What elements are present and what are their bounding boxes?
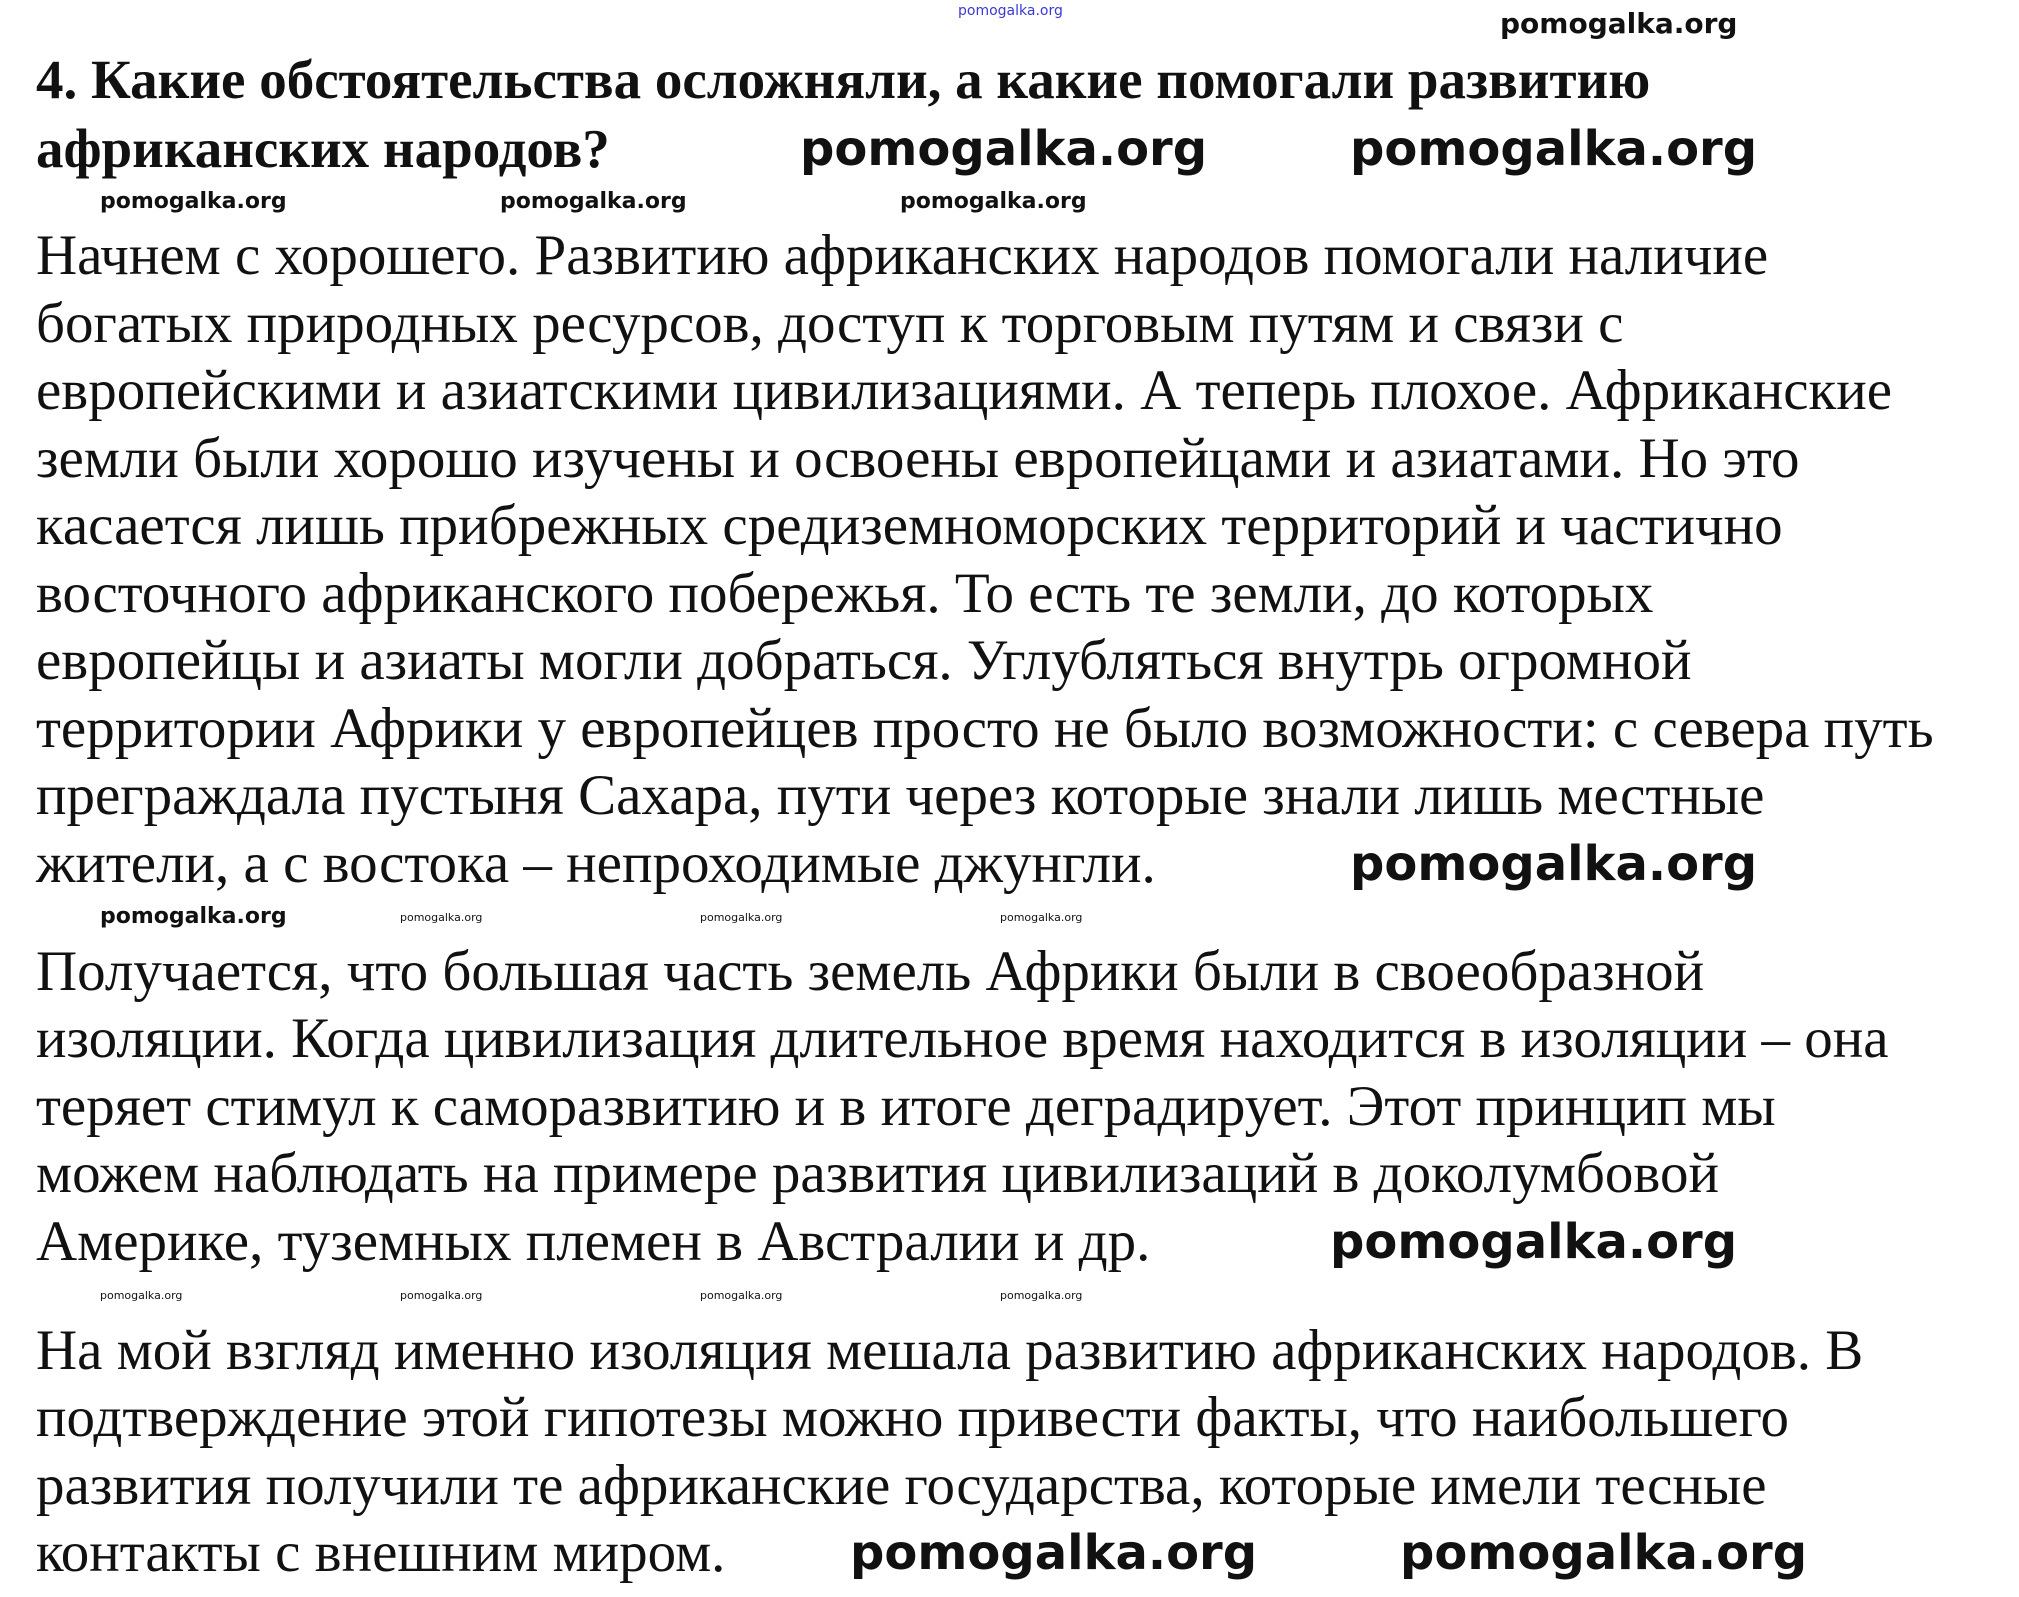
watermark: pomogalka.org bbox=[400, 1289, 483, 1302]
watermark: pomogalka.org bbox=[1400, 1525, 1808, 1581]
watermark: pomogalka.org bbox=[800, 121, 1208, 177]
text-line: касается лишь прибрежных средиземноморских территорий и частично bbox=[36, 494, 1783, 557]
text-line: развития получили те африканские государства, которые имели тесные bbox=[36, 1454, 1767, 1517]
text-line: европейцы и азиаты могли добраться. Углубляться внутрь огромной bbox=[36, 629, 1692, 692]
watermark: pomogalka.org bbox=[100, 904, 287, 929]
watermark: pomogalka.org bbox=[700, 911, 783, 924]
text-line: контакты с внешним миром. bbox=[36, 1521, 726, 1584]
text-line: Америке, туземных племен в Австралии и др. bbox=[36, 1210, 1151, 1273]
watermark: pomogalka.org bbox=[900, 189, 1087, 214]
text-line: изоляции. Когда цивилизация длительное время находится в изоляции – она bbox=[36, 1007, 1889, 1070]
text-line: богатых природных ресурсов, доступ к торговым путям и связи с bbox=[36, 292, 1624, 355]
watermark: pomogalka.org bbox=[1000, 1289, 1083, 1302]
watermark: pomogalka.org bbox=[500, 189, 687, 214]
watermark: pomogalka.org bbox=[100, 1289, 183, 1302]
watermark: pomogalka.org bbox=[400, 911, 483, 924]
text-line: Получается, что большая часть земель Африки были в своеобразной bbox=[36, 940, 1705, 1003]
watermark: pomogalka.org bbox=[1000, 911, 1083, 924]
text-line: теряет стимул к саморазвитию и в итоге деградирует. Этот принцип мы bbox=[36, 1075, 1776, 1138]
watermark: pomogalka.org bbox=[1350, 836, 1758, 892]
watermark: pomogalka.org bbox=[850, 1525, 1258, 1581]
watermark: pomogalka.org bbox=[700, 1289, 783, 1302]
title-line: 4. Какие обстоятельства осложняли, а какие помогали развитию bbox=[36, 49, 1651, 110]
watermark: pomogalka.org bbox=[100, 189, 287, 214]
text-line: Начнем с хорошего. Развитию африканских народов помогали наличие bbox=[36, 224, 1769, 287]
text-line: жители, а с востока – непроходимые джунгли. bbox=[36, 832, 1156, 895]
text-line: можем наблюдать на примере развития цивилизаций в доколумбовой bbox=[36, 1142, 1719, 1205]
watermark: pomogalka.org bbox=[1350, 121, 1758, 177]
text-line: европейскими и азиатскими цивилизациями. А теперь плохое. Африканские bbox=[36, 359, 1893, 422]
text-line: восточного африканского побережья. То есть те земли, до которых bbox=[36, 562, 1654, 625]
text-line: На мой взгляд именно изоляция мешала развитию африканских народов. В bbox=[36, 1319, 1864, 1382]
text-line: земли были хорошо изучены и освоены европейцами и азиатами. Но это bbox=[36, 427, 1800, 490]
title-line: африканских народов? bbox=[36, 118, 610, 179]
watermark: pomogalka.org bbox=[1330, 1214, 1738, 1270]
text-line: территории Африки у европейцев просто не было возможности: с севера путь bbox=[36, 697, 1934, 760]
watermark: pomogalka.org bbox=[1500, 7, 1738, 40]
text-line: подтверждение этой гипотезы можно привести факты, что наибольшего bbox=[36, 1386, 1790, 1449]
watermark-top: pomogalka.org bbox=[958, 3, 1063, 19]
text-line: преграждала пустыня Сахара, пути через которые знали лишь местные bbox=[36, 764, 1765, 827]
